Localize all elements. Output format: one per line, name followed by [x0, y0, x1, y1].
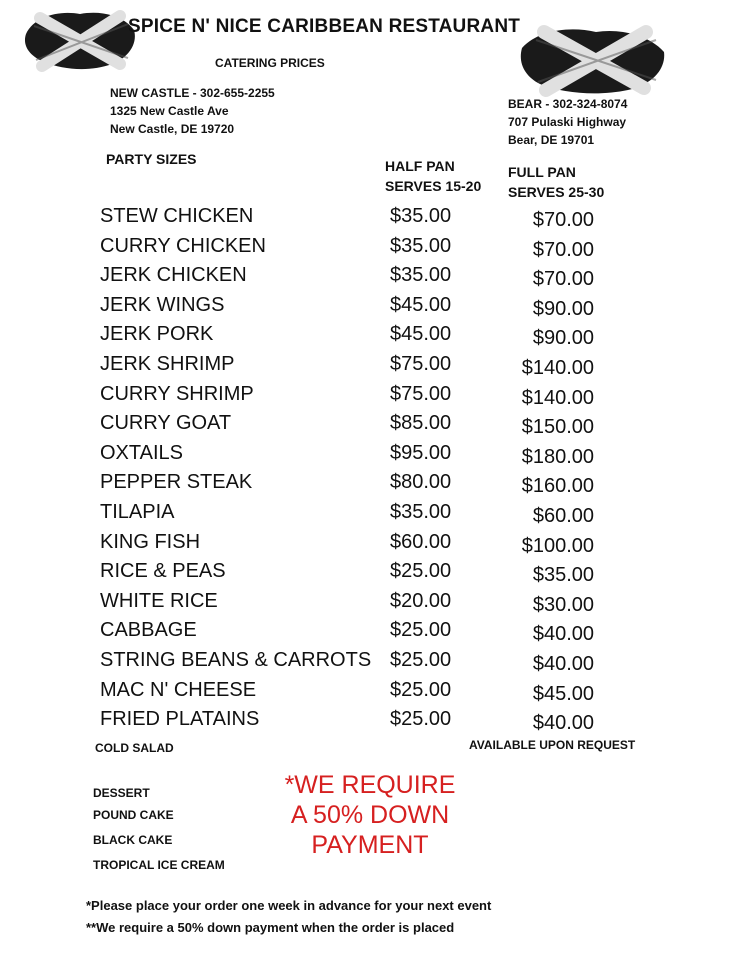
notice-line-3: PAYMENT [311, 831, 429, 859]
notice-line-1: *WE REQUIRE [284, 771, 456, 799]
dessert-pound-cake: POUND CAKE [93, 808, 174, 822]
menu-item-full-pan-price: $45.00 [532, 683, 594, 705]
menu-item-half-pan-price: $75.00 [390, 353, 452, 375]
menu-item-full-pan-price: $70.00 [532, 268, 594, 290]
menu-item-half-pan-price: $35.00 [390, 501, 452, 523]
menu-item-half-pan-price: $25.00 [390, 619, 452, 641]
new-castle-street: 1325 New Castle Ave [110, 104, 229, 118]
half-pan-title: HALF PAN [385, 158, 455, 174]
menu-item-name: KING FISH [100, 531, 201, 553]
dessert-tropical-ice-cream: TROPICAL ICE CREAM [93, 858, 225, 872]
menu-item-full-pan-price: $40.00 [532, 653, 594, 675]
menu-item-name: STRING BEANS & CARROTS [100, 649, 372, 671]
menu-item-half-pan-price: $35.00 [390, 264, 452, 286]
new-castle-phone: NEW CASTLE - 302-655-2255 [110, 86, 275, 100]
restaurant-title: SPICE N' NICE CARIBBEAN RESTAURANT [128, 16, 521, 37]
menu-item-name: CURRY SHRIMP [100, 383, 254, 405]
menu-item-name: MAC N' CHEESE [100, 679, 257, 701]
bear-address [508, 95, 627, 149]
menu-item-full-pan-price: $140.00 [521, 387, 594, 409]
bear-street: 707 Pulaski Highway [508, 115, 627, 129]
menu-item-half-pan-price: $20.00 [390, 590, 452, 612]
menu-item-name: PEPPER STEAK [100, 471, 253, 493]
menu-item-name: JERK PORK [100, 323, 214, 345]
menu-item-full-pan-price: $70.00 [532, 209, 594, 231]
menu-item-full-pan-price: $180.00 [521, 446, 594, 468]
dessert-black-cake: BLACK CAKE [93, 833, 173, 847]
menu-item-name: STEW CHICKEN [100, 205, 254, 227]
advance-order-note: *Please place your order one week in advance for your next event [86, 898, 492, 913]
bear-city: Bear, DE 19701 [508, 133, 595, 147]
menu-item-half-pan-price: $35.00 [390, 205, 452, 227]
menu-item-full-pan-price: $70.00 [532, 239, 594, 261]
menu-item-name: JERK WINGS [100, 294, 225, 316]
menu-item-half-pan-price: $80.00 [390, 471, 452, 493]
cold-salad-label: COLD SALAD [95, 741, 174, 755]
menu-item-half-pan-price: $95.00 [390, 442, 452, 464]
menu-item-full-pan-price: $40.00 [532, 623, 594, 645]
menu-item-name: RICE & PEAS [100, 560, 226, 582]
menu-item-full-pan-price: $35.00 [532, 564, 594, 586]
menu-item-name: CABBAGE [100, 619, 197, 641]
menu-item-full-pan-price: $90.00 [532, 298, 594, 320]
full-pan-header [508, 162, 604, 202]
menu-item-name: WHITE RICE [100, 590, 218, 612]
half-pan-serves: SERVES 15-20 [385, 178, 482, 194]
menu-item-half-pan-price: $25.00 [390, 649, 452, 671]
jamaica-flag-map-left-icon [20, 6, 140, 76]
menu-item-full-pan-price: $90.00 [532, 327, 594, 349]
menu-item-half-pan-price: $60.00 [390, 531, 452, 553]
menu-item-name: FRIED PLATAINS [100, 708, 260, 730]
menu-item-half-pan-price: $25.00 [390, 560, 452, 582]
notice-line-2: A 50% DOWN [290, 801, 450, 829]
menu-item-name: JERK CHICKEN [100, 264, 247, 286]
available-upon-request-label: AVAILABLE UPON REQUEST [469, 738, 636, 752]
new-castle-city: New Castle, DE 19720 [110, 122, 235, 136]
menu-item-full-pan-price: $140.00 [521, 357, 594, 379]
menu-item-full-pan-price: $30.00 [532, 594, 594, 616]
menu-item-name: TILAPIA [100, 501, 175, 523]
menu-item-half-pan-price: $75.00 [390, 383, 452, 405]
jamaica-flag-map-right-icon [518, 18, 668, 98]
catering-prices-subtitle: CATERING PRICES [215, 56, 325, 70]
down-payment-notice [270, 770, 470, 860]
menu-item-full-pan-price: $60.00 [532, 505, 594, 527]
menu-item-full-pan-price: $40.00 [532, 712, 594, 734]
menu-item-half-pan-price: $25.00 [390, 679, 452, 701]
menu-item-name: JERK SHRIMP [100, 353, 235, 375]
menu-item-full-pan-price: $160.00 [521, 475, 594, 497]
half-pan-header [385, 156, 481, 196]
menu-item-full-pan-price: $150.00 [521, 416, 594, 438]
new-castle-address [110, 84, 275, 138]
party-sizes-label: PARTY SIZES [106, 151, 197, 167]
menu-item-half-pan-price: $45.00 [390, 323, 452, 345]
down-payment-note: **We require a 50% down payment when the order is placed [86, 920, 455, 935]
full-pan-title: FULL PAN [508, 164, 576, 180]
menu-item-name: OXTAILS [100, 442, 183, 464]
menu-item-full-pan-price: $100.00 [521, 535, 594, 557]
full-pan-serves: SERVES 25-30 [508, 184, 605, 200]
menu-item-half-pan-price: $85.00 [390, 412, 452, 434]
menu-item-half-pan-price: $35.00 [390, 235, 452, 257]
menu-item-name: CURRY GOAT [100, 412, 232, 434]
menu-item-half-pan-price: $45.00 [390, 294, 452, 316]
menu-item-half-pan-price: $25.00 [390, 708, 452, 730]
bear-phone: BEAR - 302-324-8074 [508, 97, 628, 111]
dessert-heading: DESSERT [93, 786, 150, 800]
menu-item-name: CURRY CHICKEN [100, 235, 266, 257]
